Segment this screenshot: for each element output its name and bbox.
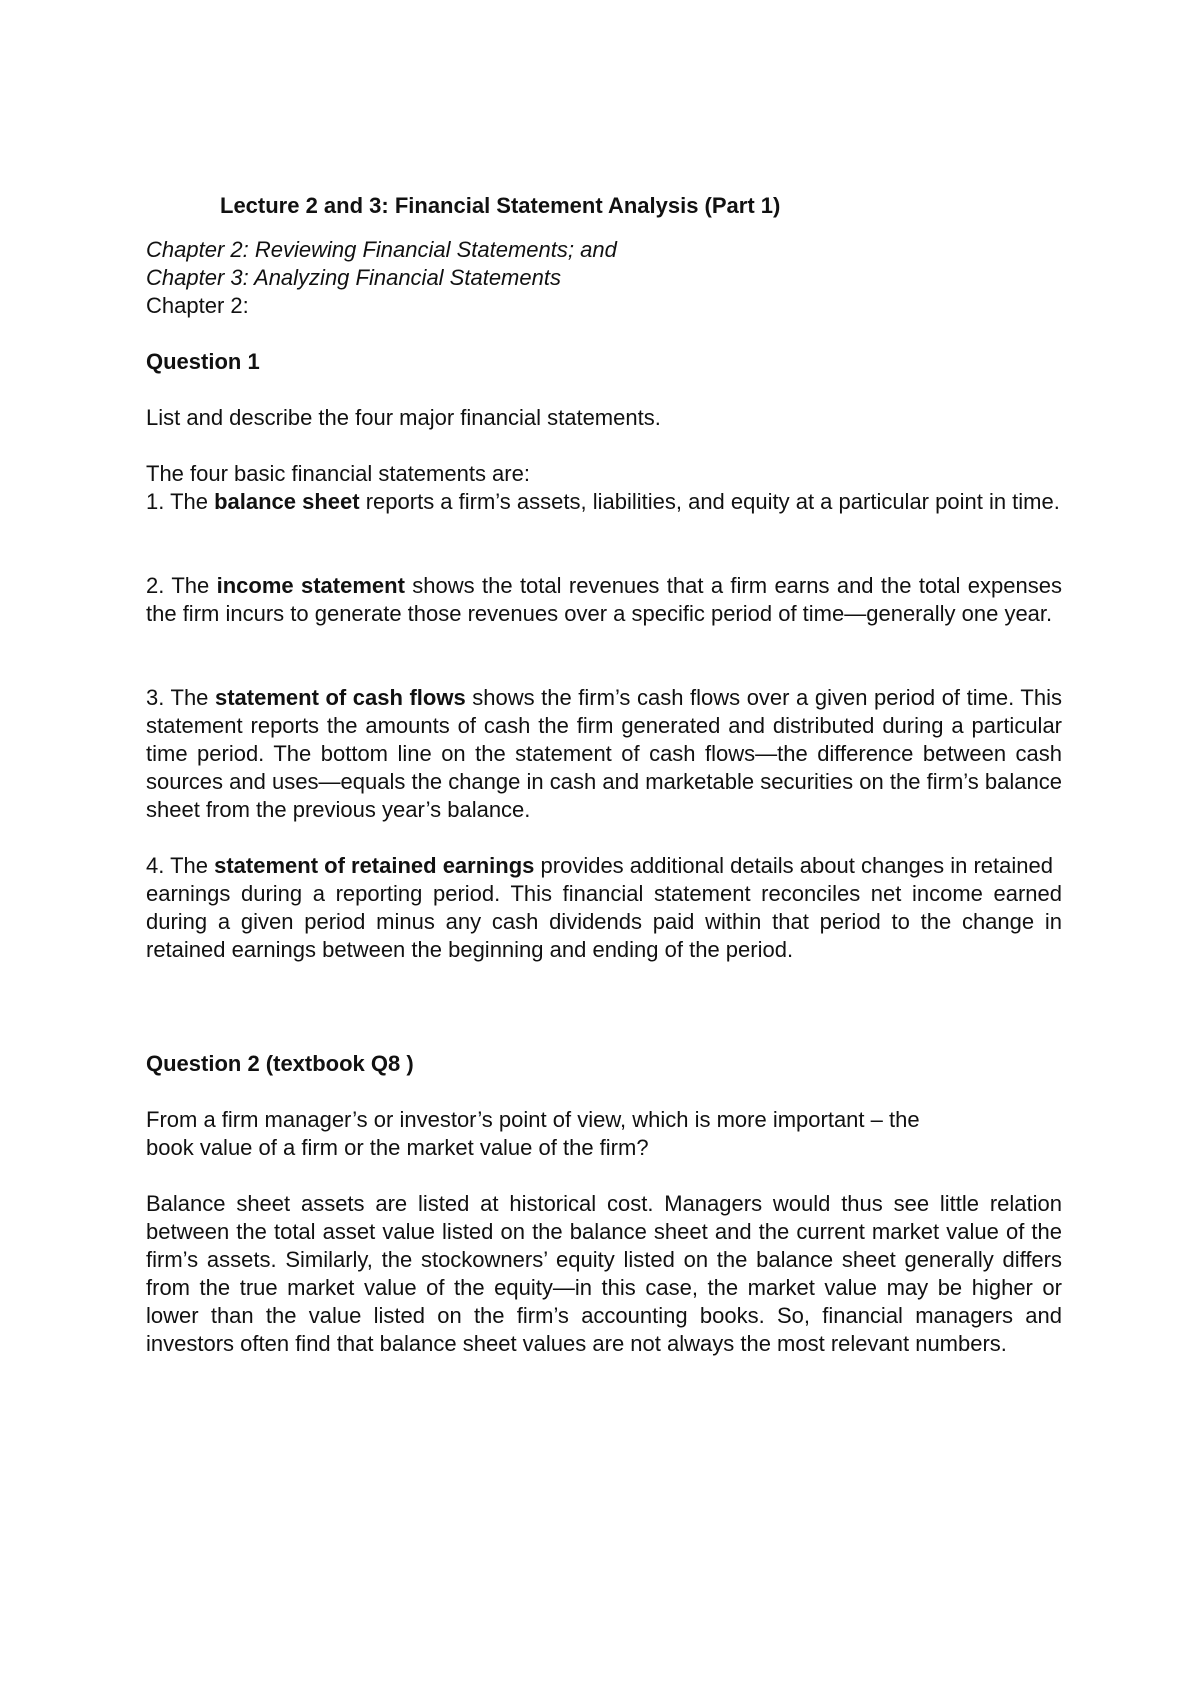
item-2-description: shows the total revenues that a firm earns and the total expenses the firm incurs to generate those revenues over a specific period of time—generally one year. bbox=[146, 573, 1062, 626]
item-2-term: income statement bbox=[216, 573, 405, 598]
item-3-description: shows the firm’s cash flows over a given period of time. This statement reports the amounts of cash the firm generated and distributed during a particular time period. The bottom line on the statement of cash flows—the difference between cash sources and uses—equals the change in cash and marketable securities on the firm’s balance sheet from the previous year’s balance. bbox=[146, 685, 1062, 822]
item-4-description: provides additional details about changes in retained bbox=[534, 853, 1053, 878]
question-2-prompt-line-1: From a firm manager’s or investor’s point of view, which is more important – the bbox=[146, 1107, 920, 1132]
statement-item-3 bbox=[146, 684, 1062, 824]
chapter-list bbox=[146, 236, 1062, 320]
question-1-intro: The four basic financial statements are: bbox=[146, 461, 530, 486]
question-1-prompt: List and describe the four major financial statements. bbox=[146, 405, 661, 430]
chapter-line-3: Chapter 2: bbox=[146, 293, 249, 318]
statement-item-1 bbox=[146, 488, 1062, 516]
item-4-term: statement of retained earnings bbox=[214, 853, 535, 878]
item-4-continuation: earnings during a reporting period. This financial statement reconciles net income earned during a given period minus any cash dividends paid within that period to the change in retained earnings between the beginning and ending of the period. bbox=[146, 881, 1062, 962]
statement-item-2 bbox=[146, 572, 1062, 628]
question-2-prompt bbox=[146, 1106, 1062, 1162]
statement-item-4 bbox=[146, 852, 1062, 964]
item-1-description: reports a firm’s assets, liabilities, and equity at a particular point in time. bbox=[359, 489, 1060, 514]
chapter-line-1: Chapter 2: Reviewing Financial Statements; and bbox=[146, 237, 617, 262]
question-2-prompt-line-2: book value of a firm or the market value of the firm? bbox=[146, 1135, 649, 1160]
question-2-answer: Balance sheet assets are listed at historical cost. Managers would thus see little relation between the total asset value listed on the balance sheet and the current market value of the firm’s assets. Similarly, the stockowners’ equity listed on the balance sheet generally differs from the true market value of the equity—in this case, the market value may be higher or lower than the value listed on the firm’s accounting books. So, financial managers and investors often find that balance sheet values are not always the most relevant numbers. bbox=[146, 1191, 1062, 1356]
question-2-heading: Question 2 (textbook Q8 ) bbox=[146, 1051, 414, 1076]
item-3-prefix: 3. The bbox=[146, 685, 215, 710]
question-1-heading: Question 1 bbox=[146, 349, 260, 374]
item-4-prefix: 4. The bbox=[146, 853, 215, 878]
item-1-prefix: 1. The bbox=[146, 489, 215, 514]
item-2-prefix: 2. The bbox=[146, 573, 217, 598]
chapter-line-2: Chapter 3: Analyzing Financial Statements bbox=[146, 265, 561, 290]
document-title: Lecture 2 and 3: Financial Statement Analysis (Part 1) bbox=[220, 193, 781, 218]
item-3-term: statement of cash flows bbox=[214, 685, 466, 710]
item-1-term: balance sheet bbox=[214, 489, 360, 514]
item-4-first-line bbox=[146, 852, 1062, 880]
